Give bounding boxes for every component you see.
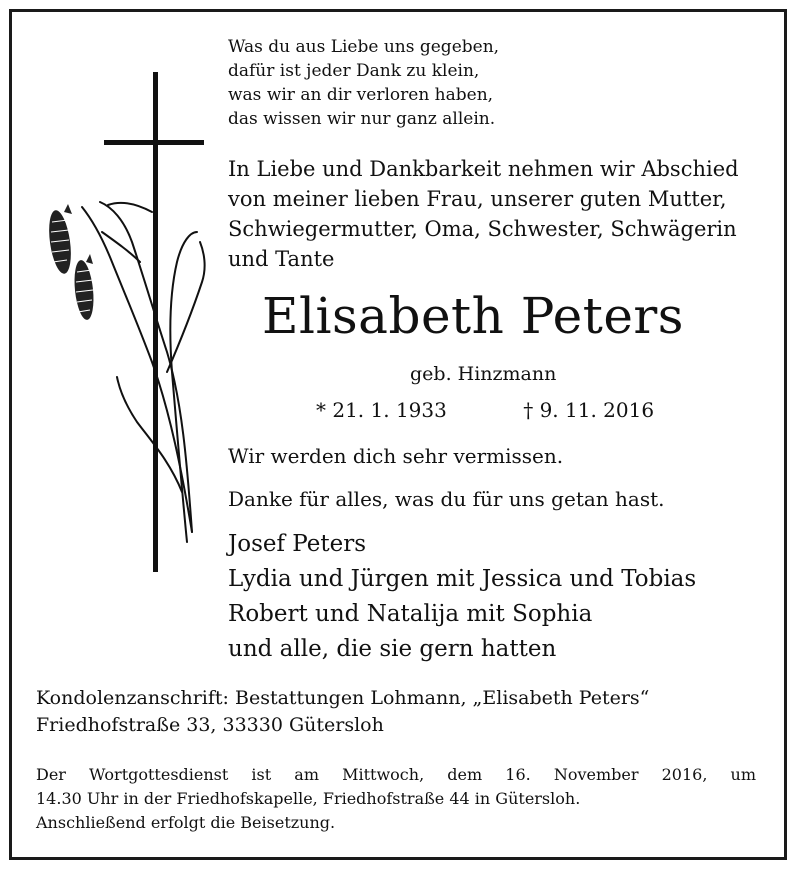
- mourners-list: [228, 527, 696, 667]
- obituary-frame: [9, 9, 787, 860]
- condolence-address: [36, 685, 649, 739]
- miss-message: Wir werden dich sehr vermissen.: [228, 444, 564, 468]
- intro-line: und Tante: [228, 247, 335, 271]
- poem-line: dafür ist jeder Dank zu klein,: [228, 61, 480, 81]
- service-info: [36, 763, 756, 835]
- thanks-message: Danke für alles, was du für uns getan hast.: [228, 487, 665, 511]
- service-line-3: Anschließend erfolgt die Beisetzung.: [36, 813, 336, 832]
- poem: [228, 35, 499, 131]
- birth-date: * 21. 1. 1933: [316, 398, 447, 422]
- wheat-icon: [82, 202, 205, 542]
- intro-line: In Liebe und Dankbarkeit nehmen wir Abschied: [228, 157, 739, 181]
- service-line-1: Der Wortgottesdienst ist am Mittwoch, dem 16. November 2016, um: [36, 765, 756, 784]
- mourner-line: Josef Peters: [228, 531, 367, 557]
- deceased-name: Elisabeth Peters: [262, 287, 684, 345]
- condolence-line-1: Kondolenzanschrift: Bestattungen Lohmann, „Elisabeth Peters“: [36, 687, 650, 709]
- mourner-line: Lydia und Jürgen mit Jessica und Tobias: [228, 566, 697, 592]
- maiden-name: geb. Hinzmann: [410, 363, 557, 385]
- intro-line: Schwiegermutter, Oma, Schwester, Schwägerin: [228, 217, 737, 241]
- poem-line: das wissen wir nur ganz allein.: [228, 109, 496, 129]
- poem-line: was wir an dir verloren haben,: [228, 85, 494, 105]
- death-date: † 9. 11. 2016: [523, 398, 655, 422]
- service-line-2: 14.30 Uhr in der Friedhofskapelle, Friedhofstraße 44 in Gütersloh.: [36, 789, 581, 808]
- condolence-line-2: Friedhofstraße 33, 33330 Gütersloh: [36, 714, 384, 736]
- mourner-line: Robert und Natalija mit Sophia: [228, 601, 593, 627]
- poem-line: Was du aus Liebe uns gegeben,: [228, 37, 500, 57]
- cross-and-grain-illustration: [42, 72, 222, 592]
- farewell-intro: [228, 154, 773, 274]
- life-dates: [316, 396, 654, 424]
- mourner-line: und alle, die sie gern hatten: [228, 636, 557, 662]
- intro-line: von meiner lieben Frau, unserer guten Mutter,: [228, 187, 727, 211]
